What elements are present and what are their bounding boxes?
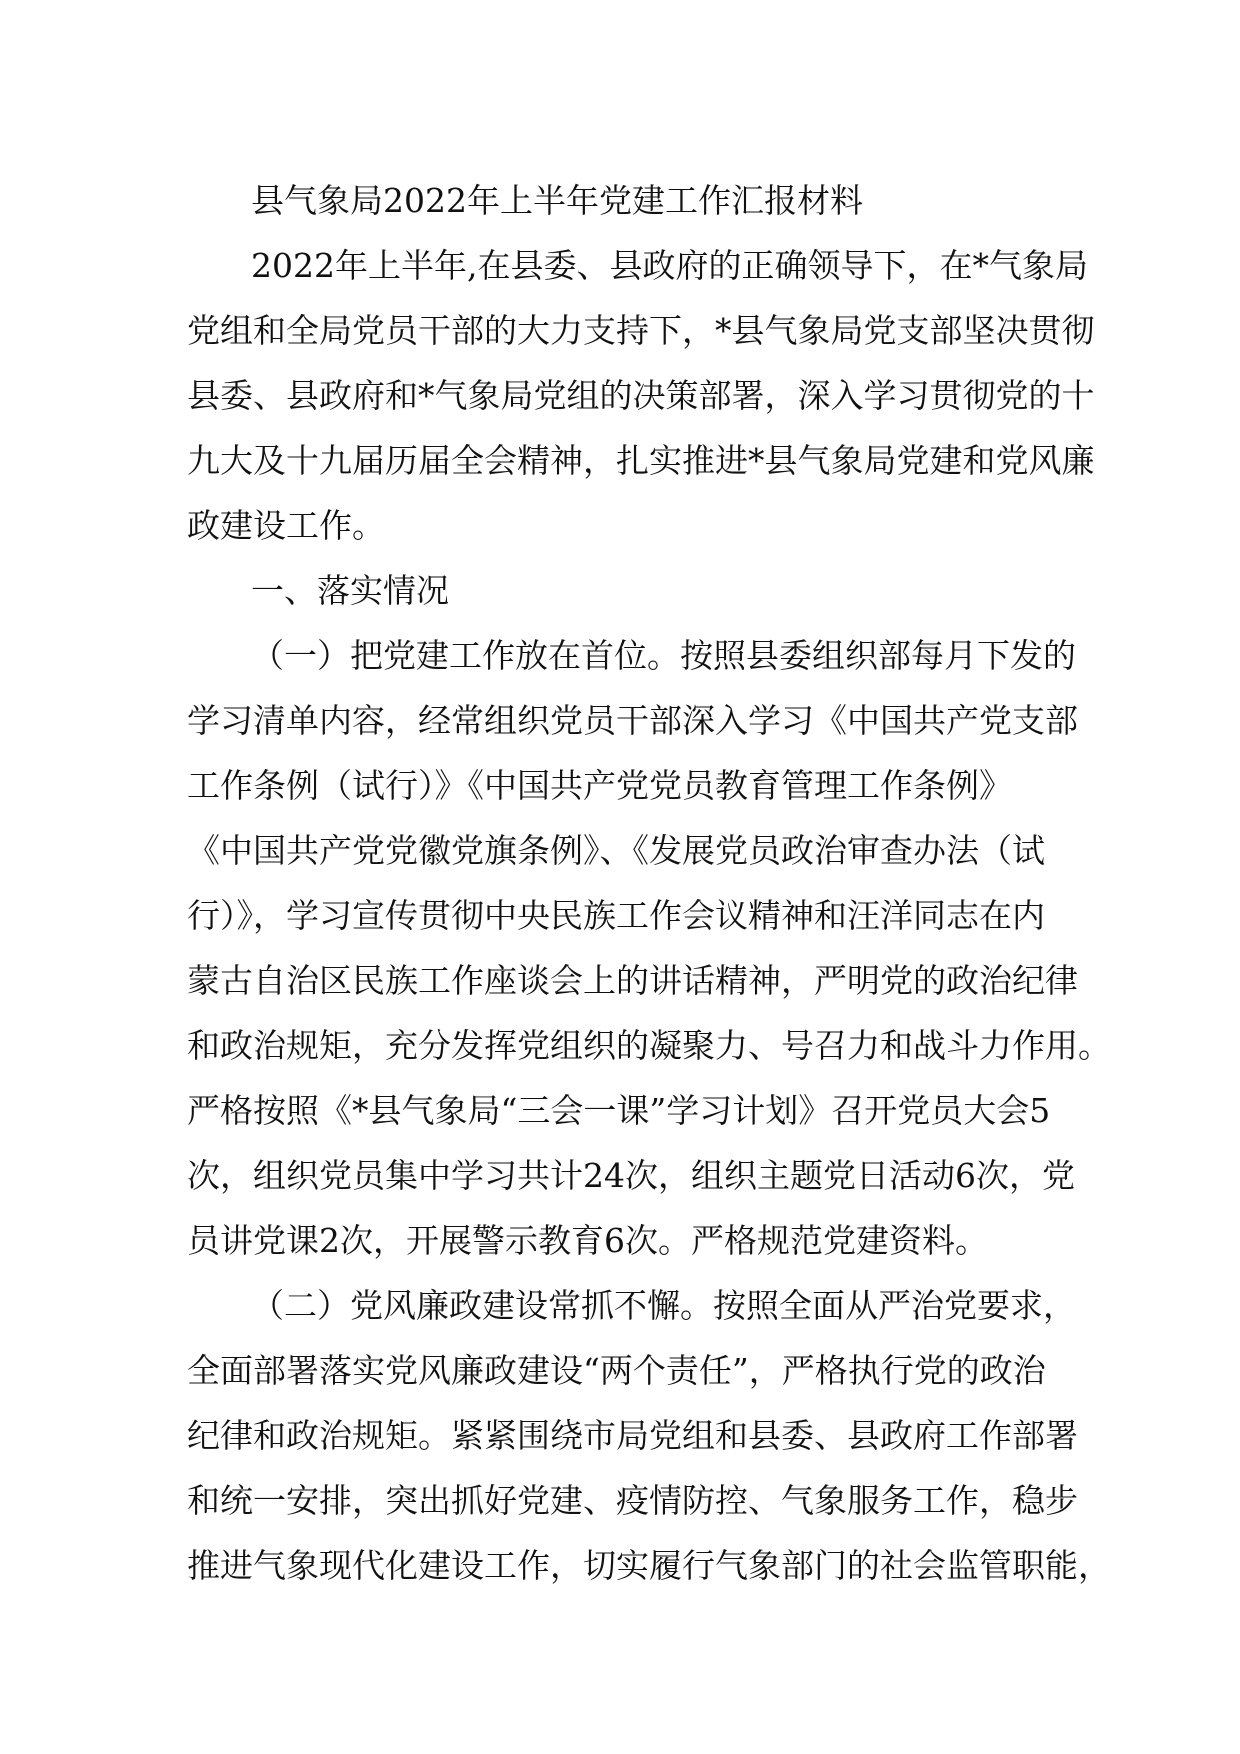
paragraph-line: 政建设工作。 xyxy=(187,506,385,545)
paragraph-line: 纪律和政治规矩。紧紧围绕市局党组和县委、县政府工作部署 xyxy=(187,1416,1078,1455)
paragraph-line: （一）把党建工作放在首位。按照县委组织部每月下发的 xyxy=(251,636,1076,675)
document-title: 县气象局2022年上半年党建工作汇报材料 xyxy=(251,181,863,220)
paragraph-line: 和统一安排，突出抓好党建、疫情防控、气象服务工作，稳步 xyxy=(187,1481,1078,1520)
paragraph-line: 全面部署落实党风廉政建设“两个责任”，严格执行党的政治 xyxy=(187,1351,1046,1390)
paragraph-line: 县委、县政府和*气象局党组的决策部署，深入学习贯彻党的十 xyxy=(187,376,1095,415)
paragraph-line: 《中国共产党党徽党旗条例》、《发展党员政治审查办法（试 xyxy=(187,831,1045,870)
paragraph-line: 2022年上半年,在县委、县政府的正确领导下，在*气象局 xyxy=(251,246,1088,285)
paragraph-line: 员讲党课2次，开展警示教育6次。严格规范党建资料。 xyxy=(187,1221,988,1260)
paragraph-line: 推进气象现代化建设工作，切实履行气象部门的社会监管职能， xyxy=(187,1546,1111,1585)
section-heading xyxy=(187,558,1057,623)
paragraph-party-building xyxy=(187,623,1111,1273)
paragraph-line: 和政治规矩，充分发挥党组织的凝聚力、号召力和战斗力作用。 xyxy=(187,1026,1111,1065)
paragraph-line: 次，组织党员集中学习共计24次，组织主题党日活动6次，党 xyxy=(187,1156,1075,1195)
document-page xyxy=(187,168,1111,1598)
paragraph-line: 工作条例（试行）》《中国共产党党员教育管理工作条例》 xyxy=(187,766,1012,805)
paragraph-line: 严格按照《*县气象局“三会一课”学习计划》召开党员大会5 xyxy=(187,1091,1051,1130)
paragraph-line: 九大及十九届历届全会精神，扎实推进*县气象局党建和党风廉 xyxy=(187,441,1095,480)
paragraph-line: 学习清单内容，经常组织党员干部深入学习《中国共产党支部 xyxy=(187,701,1078,740)
paragraph-line: （二）党风廉政建设常抓不懈。按照全面从严治党要求， xyxy=(251,1286,1076,1325)
section-heading-line: 一、落实情况 xyxy=(251,571,449,610)
paragraph-line: 蒙古自治区民族工作座谈会上的讲话精神，严明党的政治纪律 xyxy=(187,961,1078,1000)
paragraph-line: 党组和全局党员干部的大力支持下，*县气象局党支部坚决贯彻 xyxy=(187,311,1095,350)
paragraph-line: 行）》，学习宣传贯彻中央民族工作会议精神和汪洋同志在内 xyxy=(187,896,1045,935)
paragraph-intro xyxy=(187,233,1095,558)
paragraph-integrity xyxy=(187,1273,1111,1598)
